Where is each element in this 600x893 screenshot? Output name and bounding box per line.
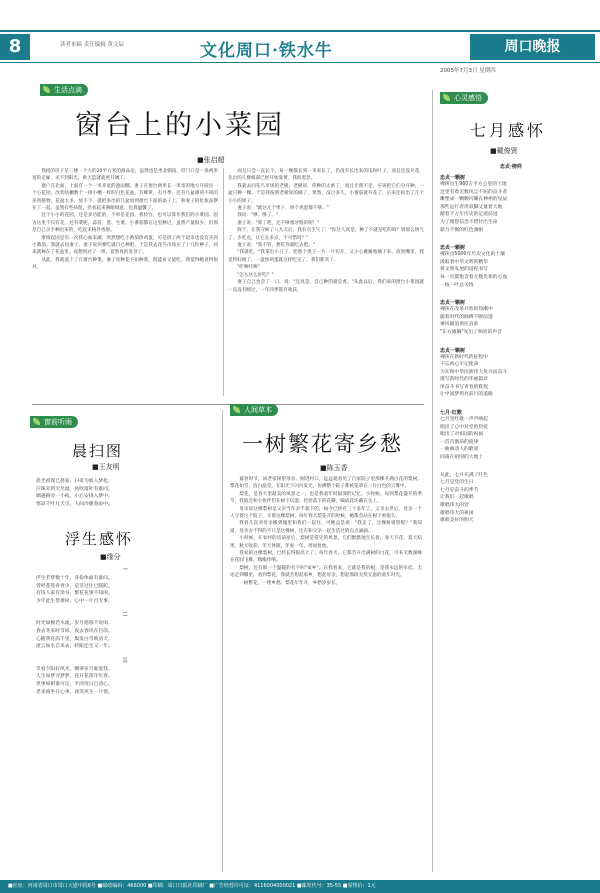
poem-line: 一枝一叶总关情 — [440, 282, 474, 288]
paragraph: 我就去问花鸟市场的老板，老板说，你种的太密了，而且光照不足，应该把它们分开种，一盆只种一棵。于是我按照老板说的做了，果然，没过多久，小番茄就开花了，后来还结出了几个小小的果子。 — [228, 183, 424, 204]
poem-line: 流云如水自来去，转眼还生又一年。 — [36, 644, 113, 650]
column-title: 文化周口·铁水牛 — [200, 41, 333, 61]
paragraph: 暮春时节，回老家探望母亲。刚进村口，远远就看见了自家院子里那棵开满白花的梨树。梨花如雪，洁白晶莹，在阳光下闪闪发光，仿佛整个院子都被笼罩在一片白色的云雾中。 — [230, 477, 422, 490]
poem-line: 人生如梦寻梦梦，花开花落年年春。 — [36, 674, 113, 680]
stanza-heading: 忠贞一颗树 — [440, 300, 466, 307]
poem-line: 汲取着中华文明的精华 — [440, 259, 488, 265]
paragraph: 一树繁花，一缕乡愁。梨花年年开，乡愁岁岁长。 — [239, 580, 341, 586]
poem-line: 少年此生皆难回，心中一片百无事。 — [36, 598, 113, 604]
paragraph: 妻子说："算了吧，还不够塞牙缝的呢！" — [237, 220, 320, 226]
paragraph: "怎么这么好吃？" — [237, 272, 274, 278]
issue-date: 2005年7月3日 星期四 — [440, 68, 496, 74]
poem-line: 裸孩出5000年历史文化的土壤 — [440, 252, 505, 258]
poem-line: 老来闲坐开心事，谈笑风生一片情。 — [36, 689, 113, 695]
poem-line: 鼎力不倒的红色旗帜 — [440, 227, 484, 233]
section-tag-nature — [230, 404, 278, 416]
section-tag-poetry — [30, 416, 78, 428]
leaf-icon — [233, 406, 240, 413]
poem-line: 寒凉千叶几天尽，人间冷暖春雨中。 — [36, 501, 113, 507]
poem-line: 春去冬来时节回，夜去春风在目前。 — [36, 628, 113, 634]
header-divider — [0, 62, 600, 63]
poem-line: 歌唱伟大的祖国 — [440, 510, 474, 516]
poem-line: 用奋斗书写青春的辉煌 — [440, 384, 488, 390]
poem-line: 雕塑成一颗颗闪耀在神州的星辰 — [440, 197, 508, 203]
column-divider — [223, 168, 224, 396]
leaf-icon — [33, 418, 40, 425]
poem-line: 心随黄花尚千里，鬓发白雪映清天。 — [36, 636, 113, 642]
poem-line: 汗珠未到无尽湿，风吹落叶有谁同。 — [36, 486, 113, 492]
poem-line: 一曲曲动人的歌谣 — [440, 447, 479, 453]
article-byline: ■张启超 — [197, 156, 225, 164]
paragraph: 妻子说："我不管，想吃你就吃去吧。" — [237, 243, 315, 249]
paragraph: 梨花，是春天里最美的风景之一，也是我童年时最深的记忆。小时候，每到梨花盛开的季节，我就会和小伙伴们在树下玩耍，捡拾落下的花瓣，编成花环戴在头上。 — [230, 491, 422, 505]
leaf-icon — [443, 94, 450, 101]
paragraph: 我曾几次劝母亲搬到城里和我们一起住，可她总是说："我走了，这棵树谁管呢？"我知道，母亲舍不得的不只是这棵树，还有和父亲一起生活过的点点滴滴。 — [230, 521, 422, 534]
poem-line: 随着时代的脉搏不断前进 — [440, 314, 493, 320]
header-top-bar — [0, 30, 600, 32]
poem-line: 唱出了心中对党的热爱 — [440, 424, 488, 430]
paragraph: 而且只会一直长个，每一棵都长到一米来长了，仍没有长出来的瓜和叶子，而且还没开花，先出的几棵根部已经开始发黄，我很着急。 — [228, 169, 424, 182]
poem-line: 乘风破浪勇往直前 — [440, 322, 479, 328]
poem-section-number: 二 — [122, 612, 128, 619]
paragraph: "我就吃，"我拿出小刀子，把那个果子一片一片切开，又小心翼翼地摘下来，放进嘴里。我觉得好极了，一盘炒鸡蛋就这样吃完了，我们都笑了。 — [228, 250, 424, 263]
poem-line: 不忘初心牢记使命 — [440, 362, 479, 368]
page-footer: ■社址：河南省周口市周口大道中段6号 ■邮政编码：466000 ■印刷：周口日报社印刷厂 ■广告经营许可证：4116004000021 ■邮发代号：35-55 ■零售价：1元 — [0, 880, 600, 893]
paragraph: 我家的这棵梨树，已经长得很高大了。每年春天，它都会开出满树的白花，引来无数蜜蜂在花间飞舞，嗡嗡作响。 — [230, 551, 422, 564]
paragraph: 小时候，在农村的房前屋后，梨树是常见的风景。它们默默地生长着，春天开花，夏天结果，秋天收获，冬天休眠，年复一年，周而复始。 — [230, 536, 422, 549]
poem-line: 七月是奋斗的季节 — [440, 487, 479, 493]
sidebar-poem-body — [440, 174, 590, 525]
paragraph: "咔嚓咔嚓" — [237, 265, 260, 271]
poem-line: 歌唱美好的明天 — [440, 518, 474, 524]
article-column — [230, 476, 422, 872]
poem2-body — [36, 566, 214, 696]
poem-line: 唱出了对祖国的祝福 — [440, 432, 484, 438]
paragraph: 母亲说这棵梨树是父亲当年亲手栽下的，如今已经有三十多年了。父亲去世后，母亲一个人守着这个院子，守着这棵梨树，每年春天梨花开的时候，她都会站在树下看很久。 — [230, 506, 422, 520]
paragraph: 梨树，还有那一个温暖的名字叫"家乡"。在我看来，它就是我的根，是我永远的牵挂。无论走到哪里，看到梨花，我就会想起家乡，想起母亲，想起那段无忧无虑的童年时光。 — [230, 565, 422, 579]
poem-line: 回荡在祖国的大地上 — [440, 455, 484, 461]
poem-line: 踏着千万年历史的足迹前进 — [440, 212, 498, 218]
section-tag-label: 心灵感悟 — [454, 94, 482, 102]
poem-section-number: 三 — [122, 657, 128, 664]
paragraph: 妻子自己也尝了一口，说："还真是，自己种的就是香。"从此以后，我们家的窗台小菜园就一直没有断过，一年四季都有收获。 — [228, 280, 424, 293]
poem-line: 裸孩在新时代的征程中 — [440, 354, 488, 360]
section-tag-label: 窗前听雨 — [44, 418, 72, 426]
sidebar-title: 七月感怀 — [470, 121, 547, 140]
poem-line: 那些远行者用双脚丈量着大地 — [440, 204, 503, 210]
poem1-byline: ■王友明 — [92, 463, 120, 471]
paragraph: 妻子说："就这几个果子，炒个鸡蛋都不够。" — [237, 206, 329, 212]
poem-line: 晨光初现已晨家，扫帚为谁入梦松。 — [36, 479, 113, 484]
article-title: 一树繁花寄乡愁 — [242, 432, 403, 456]
poem-line: 浮生若梦数十年，身份体面有谁问。 — [36, 576, 113, 581]
paragraph: 窗户在北面，上面有一个一米来宽的遮雨棚。妻子在窗台两米长一米宽的地方开辟出一个小花园，改装啥棚数个一排小槽一样的白色花盆，有蜂萝，有月季，还有几盆薄荷不同的多肉植物。花盆太多，放不下，就把多出的几盆放到窗台下面的桌子上，和妻子的化妆品摆在了一起。虽然有些局促，但看起来满眼绿意，也算温馨了。 — [32, 183, 218, 212]
poem1-body — [36, 478, 214, 508]
poem-line: 从此，七月充满了红色 — [440, 472, 488, 478]
poem-line: 时光如梭若水流，岁月悠悠不说闲。 — [36, 621, 113, 627]
poem-line: 谱写新时代的华丽篇章 — [440, 377, 488, 383]
poem-section-number: 一 — [122, 567, 128, 573]
stanza-heading: 忠贞一颗树 — [440, 347, 466, 354]
poem-line: 为实现中华民族伟大复兴而奋斗 — [440, 369, 508, 375]
paragraph: 终于，在我守候了八九天后，我有点生气了："你这人真是，种了不就是吃的吗？别那么娇气了，少吃点，让它长多点，不可惜吗？" — [228, 228, 424, 241]
section-tag-sidebar — [440, 92, 488, 104]
leaf-icon — [43, 86, 50, 93]
column-divider — [222, 410, 223, 872]
paragraph: 事情起因是有一次我心血来潮，突然想吃小番茄炒鸡蛋，可是找了两个超市也没有买到小番茄。我就去问妻子，妻子说你要吃就自己种吧。于是我去花鸟市场买了十几粒种子，回来就种在了花盆里。没想到过了一周，竟然真的发芽了。 — [32, 235, 218, 256]
sidebar-intro: 忠贞·榜样 — [500, 164, 522, 170]
article-byline: ■陈玉香 — [320, 464, 348, 472]
poem-line: "东方雄狮"发出了响亮的声音 — [440, 329, 502, 335]
poem-line: 让我们一起歌唱 — [440, 495, 474, 501]
poem-line: 七月是党的生日 — [440, 480, 474, 486]
poem-line: 有钱人家有余书，繁花花事不知闲。 — [36, 591, 113, 597]
paragraph: 从此，我就爱上了在窗台种菜。妻子说种花不如种菜，既能看又能吃。我觉得她说得很对。 — [32, 257, 218, 271]
section-tag-label: 人间草木 — [244, 406, 272, 414]
poem1-title: 晨扫图 — [72, 442, 124, 460]
article-column-2 — [228, 168, 424, 396]
poem-line: 将文明发展的进程书写 — [440, 267, 488, 273]
poem-line: 曾经苍苍青春少，是非过往已蹉跎。 — [36, 583, 113, 589]
sidebar-byline: ■戴俊贤 — [490, 147, 518, 155]
poem-line: 偶遇路旁一小枝，小后安排入梦中。 — [36, 494, 113, 500]
paragraph: 这个小小的花园，还是多功能的，不单是花园，我妆台，也可以算作我们的小菜园。因为这里不仅有花，还有菜呢。蒜苗、葱、生菜、小番茄都在这里种过，虽然产量很少，但那是自己亲手种出来的，吃起来格外香甜。 — [32, 213, 218, 234]
poem-line: 这里有着无数风尘不屈的奋斗者 — [440, 189, 508, 195]
poem-line: 世事如棋谁可定，平淡度日自清心。 — [36, 681, 113, 687]
poem-line: 一首首激昂的旋律 — [440, 439, 479, 445]
article-column-1 — [32, 168, 218, 396]
editor-line: 读者来稿 责任编辑 黄文辰 — [60, 42, 124, 48]
poem2-byline: ■缘分 — [100, 553, 121, 561]
poem2-title: 浮生感怀 — [65, 530, 134, 548]
poem-line: 七月里红歌一声声响起 — [440, 417, 488, 423]
poem-line: 裸孩在改革开放的热潮中 — [440, 307, 493, 313]
poem-line: 裸孩出生960万平方公里的土地 — [440, 182, 507, 187]
poem-line: 为了理想信念不惜付出生命 — [440, 219, 498, 225]
paper-logo: 周口晚报 — [470, 34, 595, 60]
poem-line: 笑看夕阳好风光，飘零岁月谁爱我。 — [36, 666, 113, 672]
stanza-heading: 七月·红歌 — [440, 410, 462, 417]
page-number: 8 — [0, 34, 30, 60]
paragraph: 我说："够，够了。" — [237, 213, 279, 219]
section-divider — [32, 404, 424, 405]
section-tag-label: 生活点滴 — [54, 86, 82, 94]
poem-line: 每一页都饱含着无数先辈的心血 — [440, 274, 508, 280]
poem-line: 歌唱伟大的党 — [440, 503, 469, 508]
paragraph: 我租的房子是三楼一个大约20平方米的商品房，虽然也是坐北朝南，但门口是一条两米宽的走廊，见不到阳光，供天造就就更开阔了。 — [32, 169, 218, 182]
poem-line: 让中国梦照亮前行的道路 — [440, 392, 493, 398]
stanza-heading: 忠贞一颗树 — [440, 175, 466, 181]
stanza-heading: 忠贞一颗树 — [440, 245, 466, 252]
article-title: 窗台上的小菜园 — [75, 110, 285, 141]
section-tag-life — [40, 84, 88, 96]
